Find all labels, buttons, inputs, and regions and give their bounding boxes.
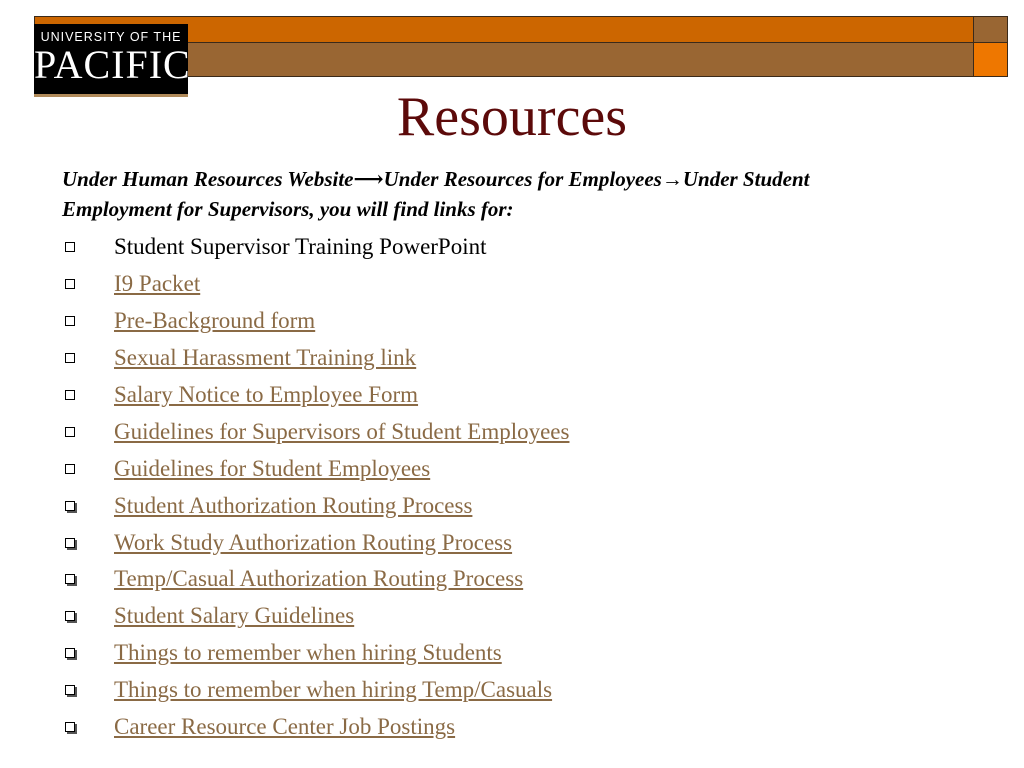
square-bullet-icon: [62, 464, 114, 474]
square-bullet-icon: [62, 538, 114, 548]
list-item: [62, 450, 569, 487]
hiring-students-link[interactable]: Things to remember when hiring Students: [114, 640, 502, 666]
list-item: [62, 524, 569, 561]
square-bullet-icon: [62, 427, 114, 437]
supervisor-guidelines-link[interactable]: Guidelines for Supervisors of Student Employees: [114, 418, 570, 444]
header-banner: [34, 16, 1008, 87]
sexual-harassment-training-link[interactable]: Sexual Harassment Training link: [114, 345, 417, 371]
intro-part-2: Under Resources for Employees: [383, 167, 662, 191]
list-item: [62, 709, 569, 746]
arrow-icon: ⟶: [353, 167, 384, 191]
intro-text: [62, 164, 922, 224]
i9-packet-link[interactable]: I9 Packet: [114, 271, 201, 297]
list-item: [62, 229, 569, 266]
item-label: Student Supervisor Training PowerPoint: [114, 234, 487, 260]
pre-background-form-link[interactable]: Pre-Background form: [114, 308, 316, 334]
list-item: [62, 598, 569, 635]
arrow-icon: →: [661, 167, 683, 191]
work-study-authorization-link[interactable]: Work Study Authorization Routing Process: [114, 529, 513, 555]
banner-square-top: [974, 16, 1008, 43]
square-bullet-icon: [62, 574, 114, 584]
list-item: [62, 377, 569, 414]
student-guidelines-link[interactable]: Guidelines for Student Employees: [114, 455, 431, 481]
square-bullet-icon: [62, 685, 114, 695]
logo-line-1: UNIVERSITY OF THE: [40, 30, 182, 44]
hiring-temp-casuals-link[interactable]: Things to remember when hiring Temp/Casuals: [114, 677, 553, 703]
logo-line-2: PACIFIC: [34, 42, 191, 87]
list-item: [62, 303, 569, 340]
list-item: [62, 635, 569, 672]
list-item: [62, 672, 569, 709]
banner-square-bottom: [974, 43, 1008, 77]
student-salary-guidelines-link[interactable]: Student Salary Guidelines: [114, 603, 355, 629]
square-bullet-icon: [62, 390, 114, 400]
list-item: [62, 266, 569, 303]
square-bullet-icon: [62, 353, 114, 363]
square-bullet-icon: [62, 501, 114, 511]
square-bullet-icon: [62, 648, 114, 658]
square-bullet-icon: [62, 242, 114, 252]
intro-part-1: Under Human Resources Website: [62, 167, 354, 191]
square-bullet-icon: [62, 279, 114, 289]
list-item: [62, 561, 569, 598]
student-authorization-link[interactable]: Student Authorization Routing Process: [114, 492, 473, 518]
salary-notice-form-link[interactable]: Salary Notice to Employee Form: [114, 382, 419, 407]
intro-part-3: Under Student Employment for Supervisors, you will find links for:: [62, 167, 810, 221]
resource-list: [62, 229, 569, 745]
square-bullet-icon: [62, 316, 114, 326]
career-center-postings-link[interactable]: Career Resource Center Job Postings: [114, 714, 456, 740]
list-item: [62, 487, 569, 524]
list-item: [62, 413, 569, 450]
temp-casual-authorization-link[interactable]: Temp/Casual Authorization Routing Process: [114, 566, 524, 592]
list-item: [62, 340, 569, 377]
slide-title: Resources: [396, 86, 628, 148]
square-bullet-icon: [62, 722, 114, 732]
square-bullet-icon: [62, 611, 114, 621]
